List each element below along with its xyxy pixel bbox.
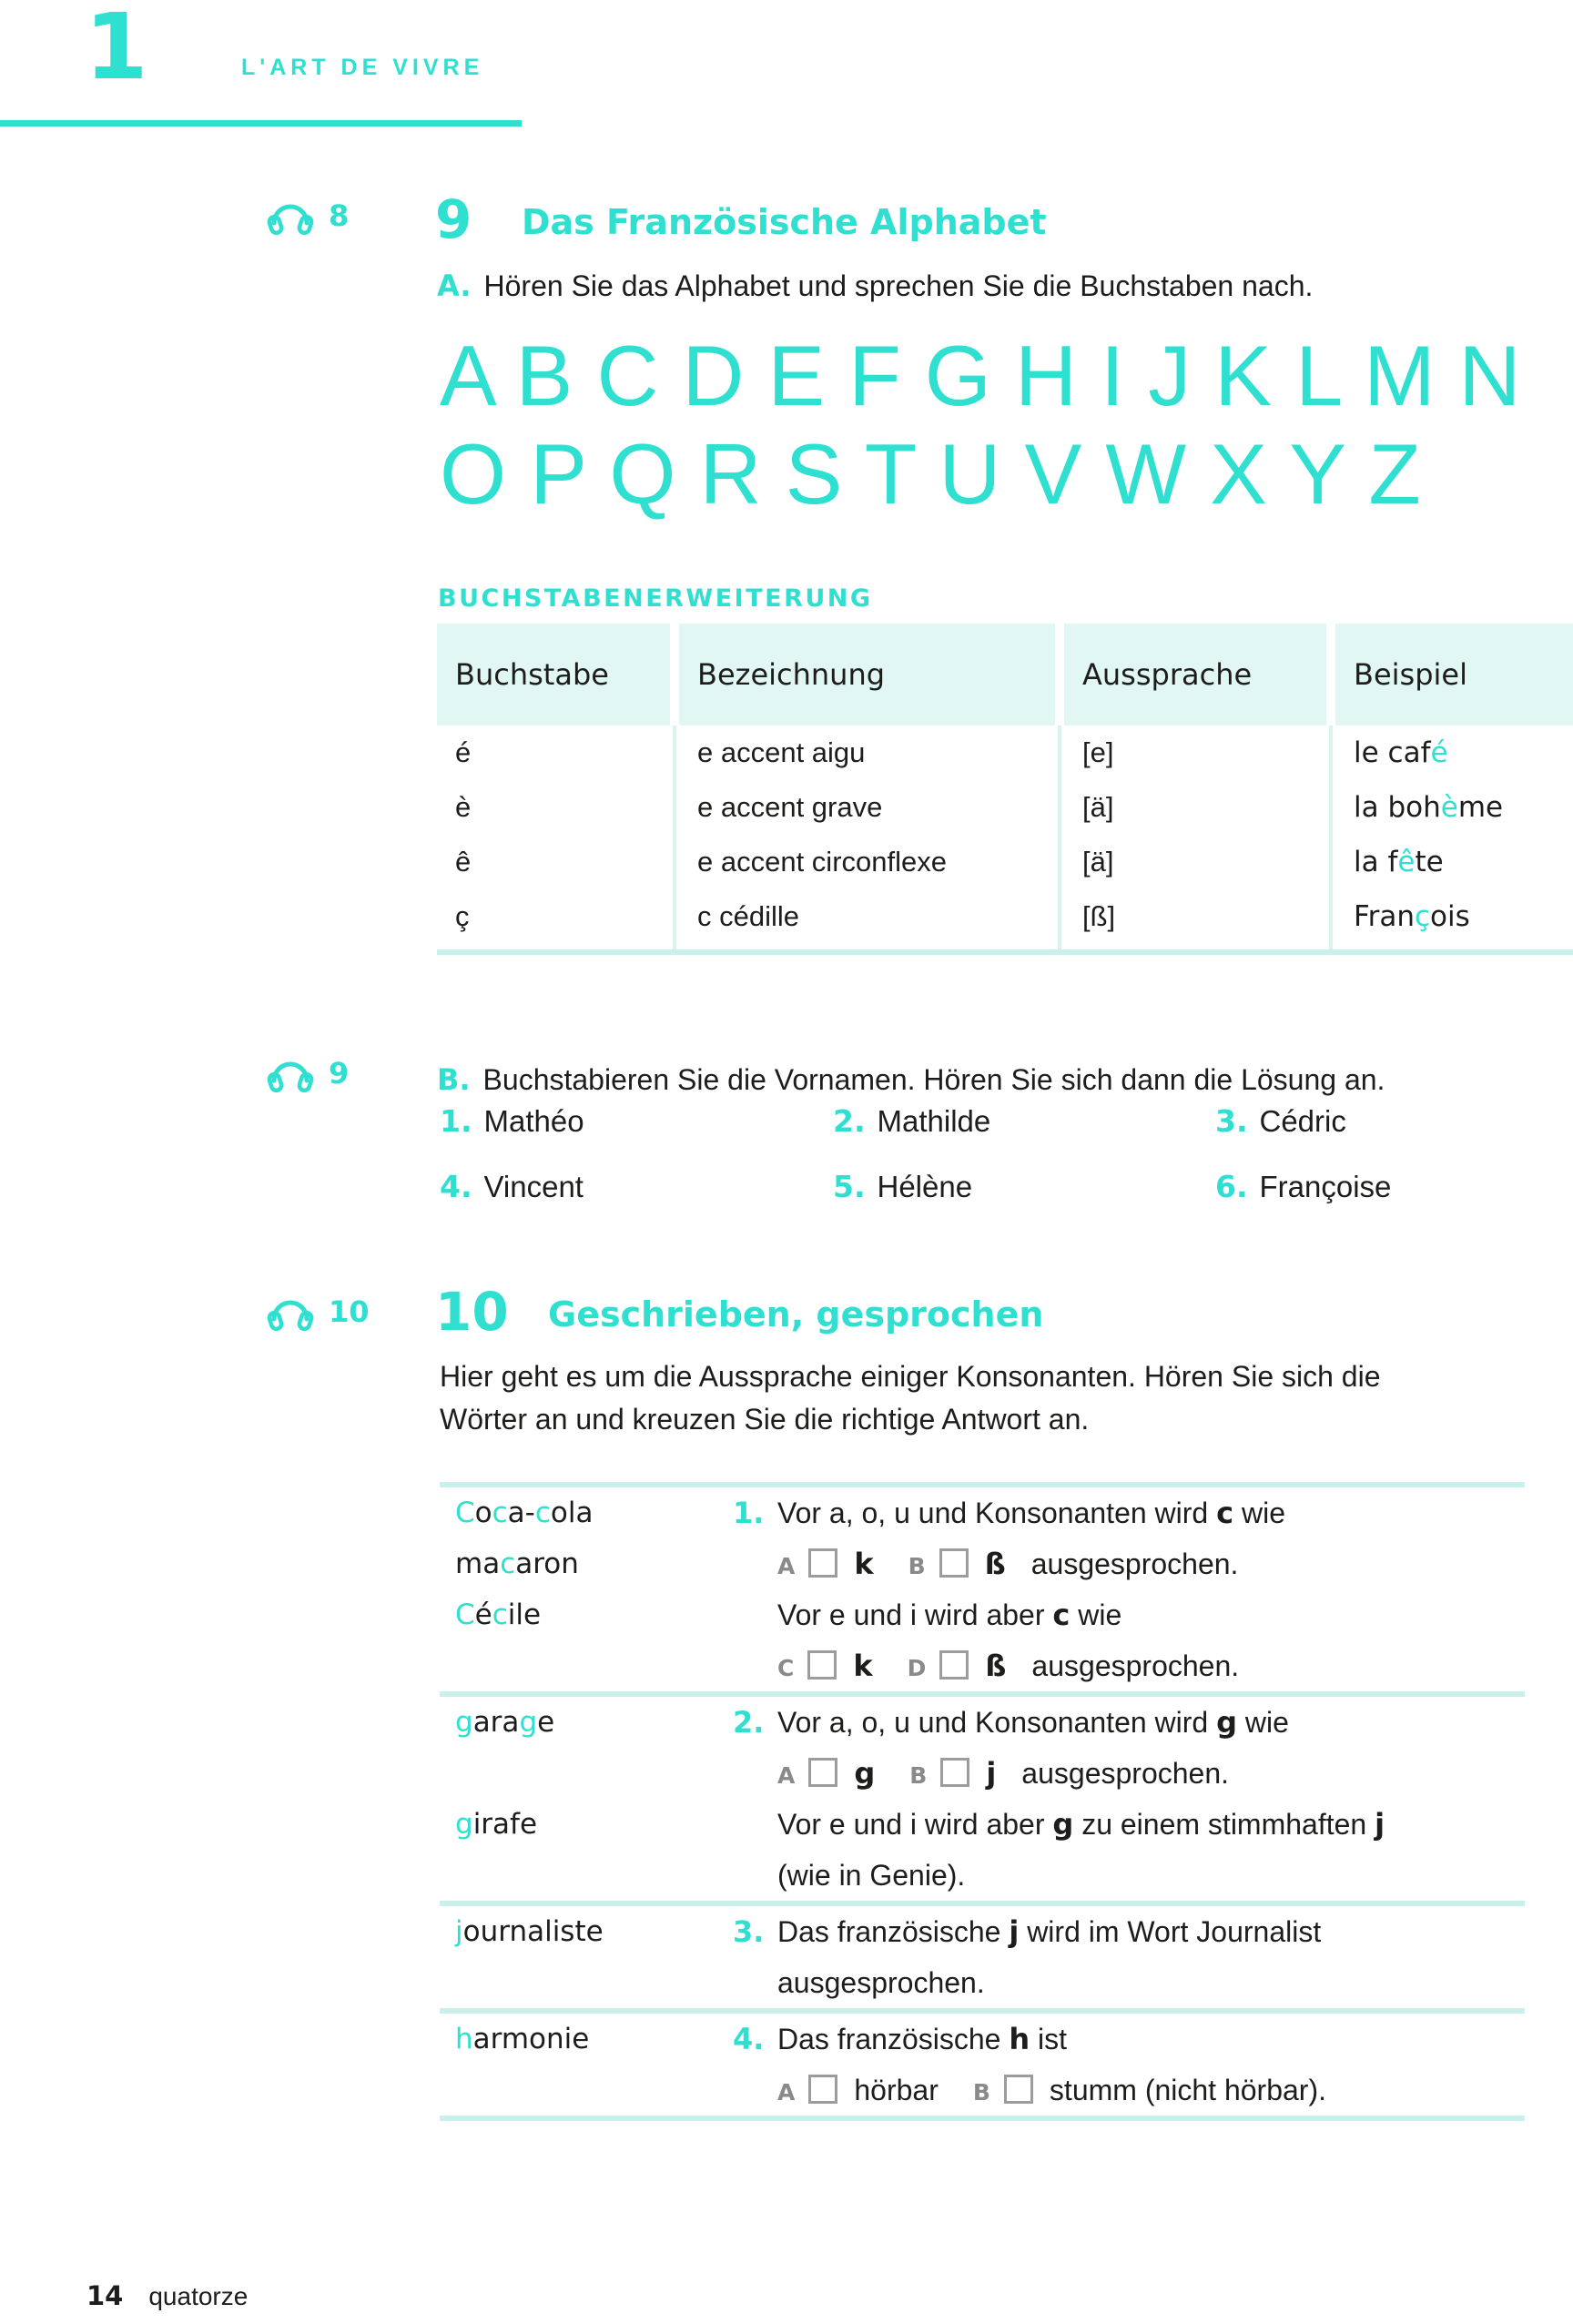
text-segment: è: [1440, 791, 1458, 824]
text-segment: A: [777, 2079, 796, 2106]
question-column: [733, 2014, 1525, 2116]
item-name: Cédric: [1259, 1104, 1346, 1138]
question-line: [777, 1799, 1525, 1850]
exercise10-number: 10: [435, 1281, 509, 1343]
item-number: 1.: [440, 1103, 472, 1139]
answer-checkbox[interactable]: [939, 1548, 969, 1578]
answer-checkbox[interactable]: [1004, 2075, 1033, 2104]
column-header: Aussprache: [1064, 624, 1326, 726]
part-a-label: A.: [437, 269, 472, 303]
item-number: 5.: [833, 1169, 866, 1204]
pronunciation-cell: [e]: [1082, 736, 1114, 768]
alphabet-line-1: A B C D E F G H I J K L M N: [440, 328, 1521, 423]
item-name: Mathilde: [877, 1104, 991, 1138]
alphabet-line-2: O P Q R S T U V W X Y Z: [440, 426, 1421, 522]
word-item: [455, 1906, 604, 1957]
letter-table: [437, 624, 1573, 949]
letter-cell: ê: [455, 846, 472, 878]
answer-options-line: [777, 1538, 1525, 1589]
audio-track-number: 10: [329, 1294, 370, 1329]
letter-cell: è: [455, 791, 472, 823]
text-segment: stumm (nicht hörbar).: [1049, 2074, 1326, 2106]
question-line: [777, 1957, 1525, 2008]
question-number: 3.: [733, 1914, 765, 1949]
text-segment: Das französische: [777, 2023, 1010, 2055]
name-cell: e accent grave: [697, 791, 883, 823]
text-segment: A: [777, 1553, 796, 1579]
text-segment: Vor a, o, u und Konsonanten wird: [777, 1706, 1217, 1739]
text-segment: ausgesprochen.: [1031, 1649, 1240, 1682]
text-segment: C: [455, 1497, 475, 1529]
column-divider: [1329, 726, 1333, 949]
text-segment: Das französische: [777, 1915, 1010, 1948]
text-segment: ausgesprochen.: [1021, 1757, 1230, 1790]
text-segment: ile: [507, 1598, 542, 1631]
text-segment: me: [1457, 791, 1504, 824]
word-item: [455, 1697, 554, 1748]
word-column: [440, 1487, 733, 1691]
column-divider: [1058, 726, 1061, 949]
header-rule: [0, 120, 522, 127]
text-segment: Vor e und i wird aber: [777, 1808, 1053, 1841]
table-bottom-rule: [437, 949, 1573, 955]
text-segment: ara: [472, 1706, 520, 1739]
intro-line: Wörter an und kreuzen Sie die richtige Antwort an.: [440, 1403, 1090, 1436]
letter-cell: é: [455, 736, 472, 768]
question-block-2: [440, 1691, 1525, 1901]
text-segment: j: [1009, 1914, 1020, 1949]
question-column: [733, 1487, 1525, 1691]
item-number: 2.: [833, 1103, 866, 1139]
example-cell: [1335, 889, 1573, 944]
list-item: [440, 1103, 833, 1169]
question-line: [777, 1487, 1525, 1538]
text-segment: hörbar: [854, 2074, 939, 2106]
text-segment: wie: [1070, 1598, 1122, 1631]
text-segment: ç: [1414, 900, 1431, 933]
text-segment: ß: [984, 1547, 1006, 1581]
text-segment: B: [908, 1553, 926, 1579]
exercise10-blocks: [440, 1482, 1525, 2121]
word-column: [440, 1697, 733, 1901]
answer-checkbox[interactable]: [808, 1548, 837, 1578]
text-segment: ola: [550, 1497, 594, 1529]
text-segment: g: [455, 1808, 473, 1841]
answer-checkbox[interactable]: [939, 1650, 969, 1680]
item-name: Hélène: [877, 1170, 973, 1203]
page-footer: [86, 2280, 248, 2311]
question-line: [777, 1906, 1525, 1957]
names-list: [440, 1103, 1496, 1234]
text-segment: zu einem stimmhaften: [1073, 1808, 1375, 1841]
list-item: [440, 1169, 833, 1234]
word-item: [455, 2014, 589, 2065]
exercise9-number: 9: [435, 188, 472, 250]
text-segment: c: [492, 1598, 508, 1631]
question-block-4: [440, 2008, 1525, 2121]
part-b-text: Buchstabieren Sie die Vornamen. Hören Sie sich dann die Lösung an.: [482, 1063, 1385, 1096]
headphones-icon: [267, 1291, 314, 1333]
question-line: [777, 1697, 1525, 1748]
answer-options-line: [777, 1748, 1525, 1799]
unit-title: L'ART DE VIVRE: [241, 55, 484, 80]
pronunciation-cell: [ä]: [1082, 846, 1114, 878]
audio-track-number: 9: [329, 1056, 350, 1091]
word-column: [440, 2014, 733, 2116]
example-cell: [1335, 726, 1573, 780]
text-segment: C: [455, 1598, 475, 1631]
text-segment: ois: [1430, 900, 1470, 933]
question-block-3: [440, 1901, 1525, 2008]
list-item: [1215, 1169, 1496, 1234]
text-segment: h: [455, 2023, 473, 2055]
text-segment: te: [1415, 846, 1444, 878]
exercise9-part-b: [437, 1061, 1385, 1098]
table-row: [437, 835, 1573, 889]
page-number-word: quatorze: [148, 2282, 249, 2310]
text-segment: B: [909, 1762, 928, 1789]
text-segment: Vor e und i wird aber: [777, 1598, 1053, 1631]
text-segment: h: [1009, 2022, 1030, 2056]
answer-checkbox[interactable]: [940, 1758, 969, 1787]
table-row: [437, 889, 1573, 944]
headphones-icon: [267, 1052, 314, 1094]
column-header: Buchstabe: [437, 624, 670, 726]
text-segment: g: [854, 1756, 876, 1791]
text-segment: wird im Wort Journalist: [1019, 1915, 1322, 1948]
text-segment: é: [474, 1598, 492, 1631]
text-segment: j: [455, 1915, 463, 1948]
text-segment: a-: [507, 1497, 535, 1529]
exercise9-part-a: [437, 268, 1313, 304]
pronunciation-cell: [ä]: [1082, 791, 1114, 823]
question-line: [777, 2014, 1525, 2065]
column-header: Bezeichnung: [679, 624, 1055, 726]
audio-track-number: 8: [329, 198, 350, 233]
question-block-1: [440, 1482, 1525, 1691]
text-segment: C: [777, 1655, 795, 1681]
word-column: [440, 1906, 733, 2008]
text-segment: g: [455, 1706, 473, 1739]
text-segment: wie: [1233, 1497, 1285, 1529]
text-segment: B: [972, 2079, 990, 2106]
text-segment: ist: [1030, 2023, 1067, 2055]
question-column: [733, 1906, 1525, 2008]
word-item: [455, 1538, 579, 1589]
question-number: 2.: [733, 1705, 765, 1740]
unit-number: 1: [85, 0, 148, 100]
page-number: 14: [86, 2280, 124, 2311]
text-segment: irafe: [472, 1808, 538, 1841]
answer-checkbox[interactable]: [808, 1758, 837, 1787]
text-segment: (wie in Genie).: [777, 1859, 966, 1892]
list-item: [833, 1103, 1215, 1169]
text-segment: le caf: [1354, 736, 1431, 769]
word-item: [455, 1589, 541, 1640]
headphones-icon: [267, 195, 314, 237]
question-number: 1.: [733, 1496, 765, 1530]
text-segment: c: [1216, 1496, 1234, 1530]
item-name: Vincent: [483, 1170, 584, 1203]
item-name: Françoise: [1259, 1170, 1392, 1203]
audio-marker-10: [267, 1291, 370, 1333]
name-cell: e accent circonflexe: [697, 846, 947, 878]
text-segment: armonie: [472, 2023, 590, 2055]
text-segment: Vor a, o, u und Konsonanten wird: [777, 1497, 1217, 1529]
example-cell: [1335, 835, 1573, 889]
audio-marker-b: [267, 1052, 349, 1094]
pronunciation-cell: [ß]: [1082, 900, 1116, 932]
text-segment: j: [986, 1756, 997, 1791]
text-segment: wie: [1237, 1706, 1289, 1739]
item-number: 6.: [1215, 1169, 1248, 1204]
text-segment: g: [519, 1706, 538, 1739]
text-segment: g: [1216, 1705, 1238, 1740]
question-line: [777, 1589, 1525, 1640]
item-name: Mathéo: [483, 1104, 584, 1138]
name-cell: e accent aigu: [697, 736, 866, 768]
text-segment: aron: [515, 1548, 579, 1580]
item-number: 3.: [1215, 1103, 1248, 1139]
list-item: [833, 1169, 1215, 1234]
text-segment: c: [492, 1497, 508, 1529]
text-segment: g: [1052, 1807, 1074, 1842]
word-item: [455, 1487, 593, 1538]
text-segment: j: [1375, 1807, 1385, 1842]
text-segment: ausgesprochen.: [777, 1966, 985, 1999]
answer-checkbox[interactable]: [807, 1650, 837, 1680]
column-header: Beispiel: [1335, 624, 1573, 726]
answer-checkbox[interactable]: [808, 2075, 837, 2104]
exercise10-title: Geschrieben, gesprochen: [548, 1294, 1044, 1335]
text-segment: ê: [1397, 846, 1416, 878]
text-segment: D: [907, 1655, 927, 1681]
word-item: [455, 1799, 537, 1850]
text-segment: ma: [455, 1548, 501, 1580]
text-segment: ournaliste: [462, 1915, 604, 1948]
exercise10-intro: [440, 1355, 1381, 1441]
question-column: [733, 1697, 1525, 1901]
item-number: 4.: [440, 1169, 472, 1204]
text-segment: é: [1430, 736, 1448, 769]
column-divider: [673, 726, 676, 949]
list-item: [1215, 1103, 1496, 1169]
letter-cell: ç: [455, 900, 470, 932]
text-segment: o: [474, 1497, 492, 1529]
table-row: [437, 780, 1573, 835]
text-segment: ß: [985, 1649, 1007, 1683]
intro-line: Hier geht es um die Aussprache einiger Konsonanten. Hören Sie sich die: [440, 1360, 1381, 1393]
text-segment: e: [537, 1706, 555, 1739]
text-segment: ausgesprochen.: [1030, 1548, 1239, 1580]
answer-options-line: [777, 2065, 1525, 2116]
text-segment: c: [534, 1497, 551, 1529]
audio-marker-9: [267, 195, 349, 237]
question-line: [777, 1850, 1525, 1901]
part-a-text: Hören Sie das Alphabet und sprechen Sie die Buchstaben nach.: [483, 269, 1314, 302]
text-segment: Fran: [1354, 900, 1415, 933]
text-segment: la f: [1354, 846, 1398, 878]
text-segment: c: [1052, 1598, 1071, 1632]
letter-table-body: [437, 726, 1573, 944]
letter-table-header-row: [437, 624, 1573, 726]
text-segment: k: [854, 1547, 874, 1581]
table-row: [437, 726, 1573, 780]
letter-table-heading: BUCHSTABENERWEITERUNG: [438, 584, 873, 613]
exercise9-title: Das Französische Alphabet: [522, 202, 1047, 242]
text-segment: k: [853, 1649, 873, 1683]
text-segment: A: [777, 1762, 796, 1789]
text-segment: c: [500, 1548, 516, 1580]
part-b-label: B.: [437, 1062, 471, 1097]
text-segment: la boh: [1354, 791, 1441, 824]
question-number: 4.: [733, 2022, 765, 2056]
example-cell: [1335, 780, 1573, 835]
name-cell: c cédille: [697, 900, 799, 932]
answer-options-line: [777, 1640, 1525, 1691]
